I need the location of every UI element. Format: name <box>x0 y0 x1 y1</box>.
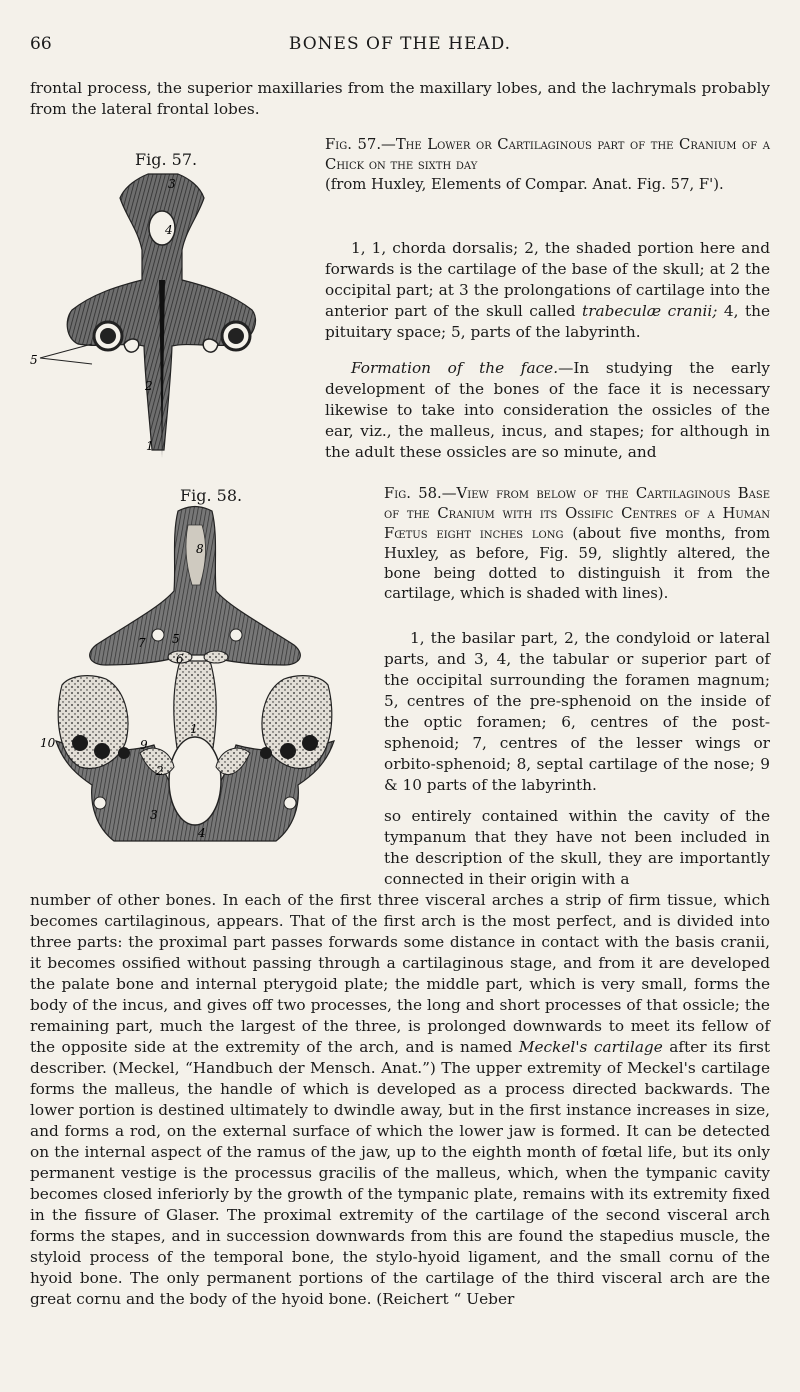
fig58-part-label: 10 <box>40 736 56 750</box>
fig57-part-label: 1 <box>146 439 154 453</box>
fig58-part-label: 7 <box>138 636 146 650</box>
figure-58-illustration <box>40 505 350 845</box>
fig57-part-label: 4 <box>165 223 173 237</box>
face-formation-paragraph: Formation of the face.—In studying the early development of the bones of the face it is necessary likewise to take into consideration the ossicles of the ear, viz., the malleus, incus, and stapes; for although in the adult these ossicles are so minute, and <box>325 359 770 461</box>
figure-58-label: Fig. 58. <box>180 486 243 505</box>
fig58-part-label: 6 <box>176 652 184 666</box>
fig58-part-label: 5 <box>172 632 180 646</box>
page-header <box>0 34 800 58</box>
fig57-part-label: 5 <box>30 353 38 367</box>
fig58-part-label: 1 <box>190 722 198 736</box>
fig58-part-label: 3 <box>150 808 158 822</box>
intro-paragraph: frontal process, the superior maxillaries from the maxillary lobes, and the lachrymals probably from the lateral frontal lobes. <box>30 79 770 118</box>
continuation-narrow: so entirely contained within the cavity of the tympanum that they have not been included in the description of the skull, they are importantly connected in their origin with a <box>384 807 770 888</box>
section-heading: Formation of the face. <box>351 359 559 377</box>
figure-58-legend: 1, the basilar part, 2, the condyloid or lateral parts, and 3, 4, the tabular or superior part of the occipital surrounding the foramen magnum; 5, centres of the pre-sphenoid on the inside of the optic foramen; 6, centres of the post-sphenoid; 7, centres of the lesser wings or orbito-sphenoid; 8, septal cartilage of the nose; 9 & 10 parts of the labyrinth. <box>384 629 770 794</box>
figure-57-illustration <box>30 168 300 460</box>
fig58-part-label: 8 <box>196 542 204 556</box>
fig58-part-label: 2 <box>156 764 164 778</box>
fig57-part-label: 2 <box>145 379 153 393</box>
fig58-part-label: 9 <box>140 738 148 752</box>
fig57-part-label: 3 <box>168 177 176 191</box>
figure-57-label: Fig. 57. <box>135 150 198 169</box>
figure-57-caption: Fig. 57.—The Lower or Cartilaginous part of the Cranium of a Chick on the sixth day (from Huxley, Elements of Compar. Anat. Fig. 57, F'). <box>325 136 770 193</box>
page-number: 66 <box>30 34 52 54</box>
figure-57-legend: 1, 1, chorda dorsalis; 2, the shaded portion here and forwards is the cartilage of the base of the skull; at 2 the occipital part; at 3 the prolongations of cartilage into the anterior part of the skull called trabeculæ cranii; 4, the pituitary space; 5, parts of the labyrinth. <box>325 239 770 341</box>
figure-58-caption: Fig. 58.—View from below of the Cartilaginous Base of the Cranium with its Ossific Centres of a Human Fœtus eight inches long (about five months, from Huxley, as before, Fig. 59, slightly altered, the bone being dotted to distinguish it from the cartilage, which is shaded with lines). <box>384 485 770 602</box>
running-head: BONES OF THE HEAD. <box>288 34 512 54</box>
fig58-part-label: 4 <box>198 826 206 840</box>
continuation-wide: number of other bones. In each of the first three visceral arches a strip of firm tissue, which becomes cartilaginous, appears. That of the first arch is the most perfect, and is divided into three parts: the proximal part passes forwards some distance in contact with the basis cranii, it becomes ossified without passing through a cartilaginous stage, and from it are developed the palate bone and internal pterygoid plate; the middle part, which is very small, forms the body of the incus, and gives off two processes, the long and short processes of that ossicle; the remaining part, much the largest of the three, is prolonged downwards to meet its fellow of the opposite side at the extremity of the arch, and is named Meckel's cartilage after its first describer. (Meckel, “Handbuch der Mensch. Anat.”) The upper extremity of Meckel's cartilage forms the malleus, the handle of which is developed as a process directed backwards. The lower portion is destined ultimately to dwindle away, but in the first instance increases in size, and forms a rod, on the external surface of which the lower jaw is formed. It can be detected on the internal aspect of the ramus of the jaw, up to the eighth month of fœtal life, but its only permanent vestige is the processus gracilis of the malleus, which, when the tympanic cavity becomes closed inferiorly by the growth of the tympanic plate, remains with its extremity fixed in the fissure of Glaser. The proximal extremity of the cartilage of the second visceral arch forms the stapes, and in succession downwards from this are found the stapedius muscle, the styloid process of the temporal bone, the stylo-hyoid ligament, and the small cornu of the hyoid bone. The only permanent portions of the cartilage of the third visceral arch are the great cornu and the body of the hyoid bone. (Reichert “ Ueber <box>30 891 771 1308</box>
